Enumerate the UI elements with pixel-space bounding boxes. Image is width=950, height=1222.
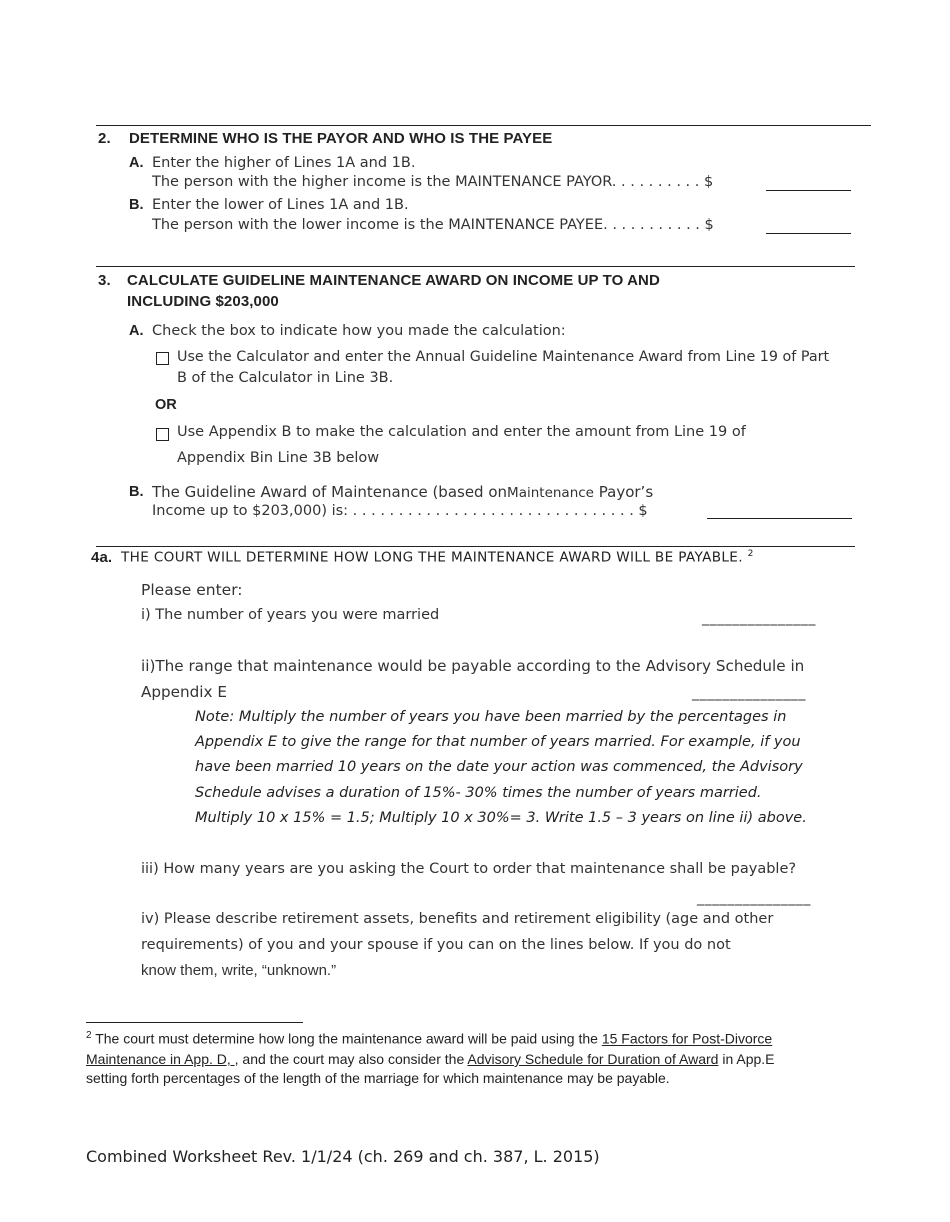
- calculator-checkbox[interactable]: [156, 352, 169, 365]
- section-2b-line1: Enter the lower of Lines 1A and 1B.: [152, 197, 409, 213]
- advisory-schedule-link[interactable]: Advisory Schedule for Duration of Award: [467, 1051, 719, 1067]
- section-2a-line1: Enter the higher of Lines 1A and 1B.: [152, 155, 416, 171]
- section-3a-label: A.: [129, 323, 144, 339]
- note-line-2: Appendix E to give the range for that number of years married. For example, if you: [195, 734, 801, 750]
- item-iii-text: iii) How many years are you asking the Court to order that maintenance shall be payable?: [141, 861, 797, 877]
- calculator-option-line1: Use the Calculator and enter the Annual Guideline Maintenance Award from Line 19 of Part: [177, 349, 830, 365]
- section-2-title: DETERMINE WHO IS THE PAYOR AND WHO IS THE PAYEE: [129, 130, 553, 147]
- section-3b-line2: Income up to $203,000) is: . . . . . . . . . . . . . . . . . . . . . . . . . . . . . . . $: [152, 503, 648, 519]
- footnote-line3: setting forth percentages of the length of the marriage for which maintenance may be payable.: [86, 1070, 670, 1086]
- section-3a-text: Check the box to indicate how you made the calculation:: [152, 323, 566, 339]
- note-line-5: Multiply 10 x 15% = 1.5; Multiply 10 x 30%= 3. Write 1.5 – 3 years on line ii) above.: [195, 810, 807, 826]
- guideline-award-amount-field[interactable]: [707, 518, 852, 519]
- section-2b-label: B.: [129, 197, 144, 213]
- section-3b-label: B.: [129, 484, 144, 500]
- footnote-separator: [86, 1022, 303, 1023]
- footnote-text2: and the court may also consider the: [238, 1051, 468, 1067]
- footnote-text1: The court must determine how long the maintenance award will be paid using the: [91, 1030, 602, 1047]
- section-3-title-line1: CALCULATE GUIDELINE MAINTENANCE AWARD ON INCOME UP TO AND: [127, 272, 660, 289]
- years-married-field[interactable]: _______________: [702, 610, 816, 626]
- section-2a-label: A.: [129, 155, 144, 171]
- note-line-1: Note: Multiply the number of years you have been married by the percentages in: [195, 709, 787, 725]
- fifteen-factors-link-b[interactable]: Maintenance in App. D, ,: [86, 1051, 239, 1067]
- section-3-top-rule: [96, 266, 855, 267]
- appendix-b-checkbox[interactable]: [156, 428, 169, 441]
- or-label: OR: [155, 397, 177, 413]
- footnote-text3: in App.E: [718, 1051, 775, 1067]
- section-2-number: 2.: [98, 130, 111, 147]
- section-2b-line2: The person with the lower income is the MAINTENANCE PAYEE. . . . . . . . . . . $: [152, 217, 714, 233]
- note-line-4: Schedule advises a duration of 15%- 30% times the number of years married.: [195, 785, 762, 801]
- payable-range-field[interactable]: _______________: [692, 685, 806, 701]
- payor-amount-field[interactable]: [766, 190, 851, 191]
- footer-revision: Combined Worksheet Rev. 1/1/24 (ch. 269 and ch. 387, L. 2015): [86, 1147, 600, 1166]
- section-4a-top-rule: [96, 546, 855, 547]
- section-4a-number: 4a.: [91, 549, 113, 566]
- footnote-line1: [86, 1030, 772, 1047]
- calculator-option-line2: B of the Calculator in Line 3B.: [177, 370, 394, 386]
- item-iv-line1: iv) Please describe retirement assets, benefits and retirement eligibility (age and other: [141, 911, 774, 927]
- please-enter-label: Please enter:: [141, 581, 243, 599]
- section-3b-line1-part1: The Guideline Award of Maintenance (based on: [152, 483, 508, 501]
- section-4a-title: [121, 549, 754, 566]
- item-iv-line2: requirements) of you and your spouse if you can on the lines below. If you do not: [141, 937, 731, 953]
- item-ii-line1: ii)The range that maintenance would be payable according to the Advisory Schedule in: [141, 657, 805, 675]
- section-3-title-line2: INCLUDING $203,000: [127, 293, 279, 310]
- years-requested-field[interactable]: _______________: [697, 890, 811, 906]
- footnote-line2: [86, 1051, 775, 1067]
- section-3-number: 3.: [98, 272, 111, 289]
- footnote-marker: 2: [86, 1030, 92, 1041]
- payee-amount-field[interactable]: [766, 233, 851, 234]
- note-line-3: have been married 10 years on the date your action was commenced, the Advisory: [195, 759, 803, 775]
- section-3b-line1-part3: Payor’s: [594, 483, 654, 501]
- section-3b-line1: [152, 483, 653, 501]
- item-iv-line3: know them, write, “unknown.”: [141, 962, 337, 979]
- section-2a-line2: The person with the higher income is the MAINTENANCE PAYOR. . . . . . . . . . $: [152, 174, 714, 190]
- section-2-top-rule: [96, 125, 871, 126]
- section-4a-title-text: THE COURT WILL DETERMINE HOW LONG THE MAINTENANCE AWARD WILL BE PAYABLE.: [121, 549, 743, 566]
- appendix-b-option-line1: Use Appendix B to make the calculation and enter the amount from Line 19 of: [177, 424, 746, 440]
- appendix-b-option-line2: Appendix Bin Line 3B below: [177, 450, 380, 466]
- item-ii-line2: Appendix E: [141, 683, 227, 701]
- item-i-text: i) The number of years you were married: [141, 607, 440, 623]
- section-3b-line1-part2: Maintenance: [507, 485, 594, 501]
- fifteen-factors-link-a[interactable]: 15 Factors for Post-Divorce: [601, 1030, 773, 1047]
- footnote-ref-2[interactable]: 2: [747, 549, 754, 559]
